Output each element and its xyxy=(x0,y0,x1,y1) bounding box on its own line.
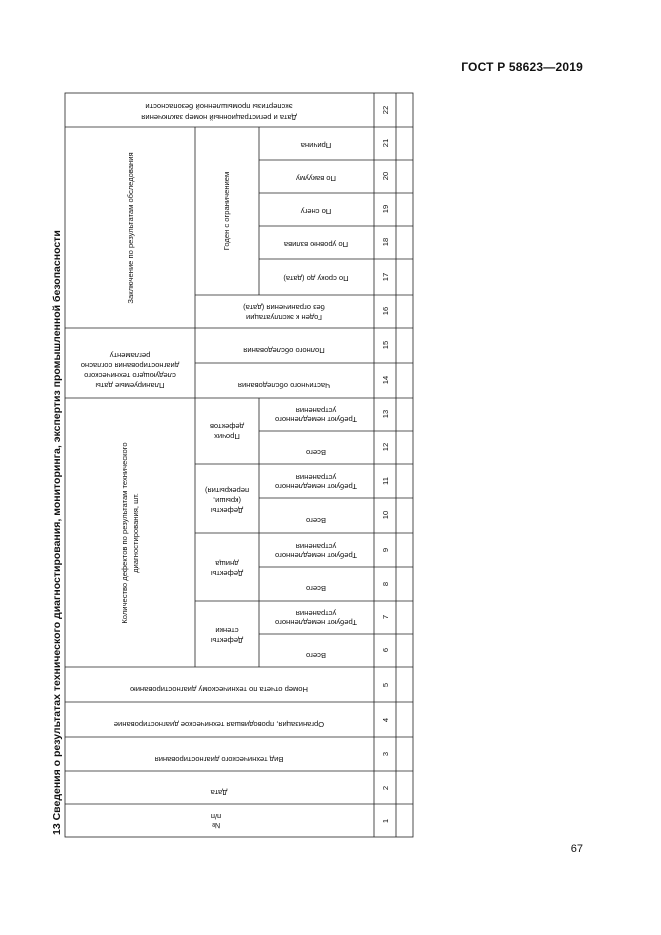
num-1: 1 xyxy=(381,818,390,824)
row-separators xyxy=(65,127,413,804)
planned-line3: диагностирования согласно xyxy=(80,361,180,370)
sub-wall-line1: Дефекты xyxy=(210,636,244,645)
col-20-label: По вакууму xyxy=(296,174,336,183)
col-17-label: По сроку до (дата) xyxy=(283,274,349,283)
document-code: ГОСТ Р 58623—2019 xyxy=(461,60,583,74)
sub-roof-line3: перекрытия) xyxy=(204,486,250,495)
col-5-label: Номер отчета по техническому диагностированию xyxy=(130,685,308,694)
num-21: 21 xyxy=(381,138,390,148)
col-8-label: Всего xyxy=(306,584,326,593)
num-10: 10 xyxy=(381,510,390,520)
num-3: 3 xyxy=(381,751,390,757)
section-title: 13 Сведения о результатах технического диагностирования, мониторинга, экспертиз промышленной безопасности xyxy=(51,230,63,835)
col-7-line2: устранения xyxy=(295,609,337,618)
col-6-label: Всего xyxy=(306,651,326,660)
planned-line1: Планируемые даты xyxy=(95,381,165,390)
cell-texts xyxy=(81,102,357,830)
col-14-label: Частичного обследования xyxy=(237,381,331,390)
col-21-label: Причина xyxy=(300,141,332,150)
col-11-line2: устранения xyxy=(295,473,337,482)
num-2: 2 xyxy=(381,785,390,791)
sub-roof-line2: (крыши, xyxy=(213,496,241,505)
col-2-label: Дата xyxy=(210,788,228,797)
num-18: 18 xyxy=(381,237,390,247)
col-1-line2: п/п xyxy=(210,812,222,821)
col-22-line1: Дата и регистрационный номер заключения xyxy=(141,113,297,122)
num-20: 20 xyxy=(381,171,390,181)
defects-line1: Количество дефектов по результатам технического xyxy=(120,442,129,624)
num-9: 9 xyxy=(381,547,390,553)
sub-bottom-line1: Дефекты xyxy=(210,569,244,578)
col-18-label: По уровню взлива xyxy=(283,240,349,249)
sub-other-line2: дефектов xyxy=(209,422,245,431)
sub-limited-label: Годен с ограничением xyxy=(222,171,231,251)
num-17: 17 xyxy=(381,272,390,282)
num-14: 14 xyxy=(381,375,390,385)
col-3-label: Вид технического диагностирования xyxy=(154,755,284,764)
col-1-line1: № xyxy=(211,821,221,830)
num-15: 15 xyxy=(381,340,390,350)
page-number: 67 xyxy=(570,843,583,855)
num-6: 6 xyxy=(381,647,390,653)
col-9-line2: устранения xyxy=(295,542,337,551)
col-9-line1: Требуют немедленного xyxy=(275,551,357,560)
planned-line2: следующего технического xyxy=(84,371,176,380)
column-numbers xyxy=(381,106,390,823)
col-16-line1: Годен к эксплуатации xyxy=(246,313,322,322)
sub-other-line1: Прочих xyxy=(214,432,240,441)
num-19: 19 xyxy=(381,204,390,214)
sub-bottom-line2: днища xyxy=(215,559,239,568)
col-22-line2: экспертизы промышленной безопасности xyxy=(145,102,293,111)
col-7-line1: Требуют немедленного xyxy=(275,618,357,627)
planned-line4: регламенту xyxy=(109,351,151,360)
num-4: 4 xyxy=(381,717,390,723)
col-13-line2: устранения xyxy=(295,406,337,415)
num-22: 22 xyxy=(381,105,390,115)
num-8: 8 xyxy=(381,581,390,587)
col-12-label: Всего xyxy=(306,448,326,457)
num-11: 11 xyxy=(381,477,390,485)
num-5: 5 xyxy=(381,682,390,688)
conclusion-label: Заключение по результатам обследования xyxy=(126,152,135,304)
sub-wall-line2: стенки xyxy=(215,626,239,635)
col-10-label: Всего xyxy=(306,516,326,525)
defects-line2: диагностирования, шт. xyxy=(131,493,140,573)
num-16: 16 xyxy=(381,306,390,316)
col-4-label: Организация, проводившая техническое диагностирование xyxy=(113,720,325,729)
num-12: 12 xyxy=(381,442,390,452)
num-7: 7 xyxy=(381,614,390,620)
col-19-label: По снегу xyxy=(300,207,332,216)
sub-roof-line1: Дефекты xyxy=(210,506,244,515)
col-13-line1: Требуют немедленного xyxy=(275,415,357,424)
num-13: 13 xyxy=(381,409,390,419)
col-15-label: Полного обследования xyxy=(243,346,325,355)
col-16-line2: без ограничения (дата) xyxy=(243,303,325,312)
col-11-line1: Требуют немедленного xyxy=(275,482,357,491)
